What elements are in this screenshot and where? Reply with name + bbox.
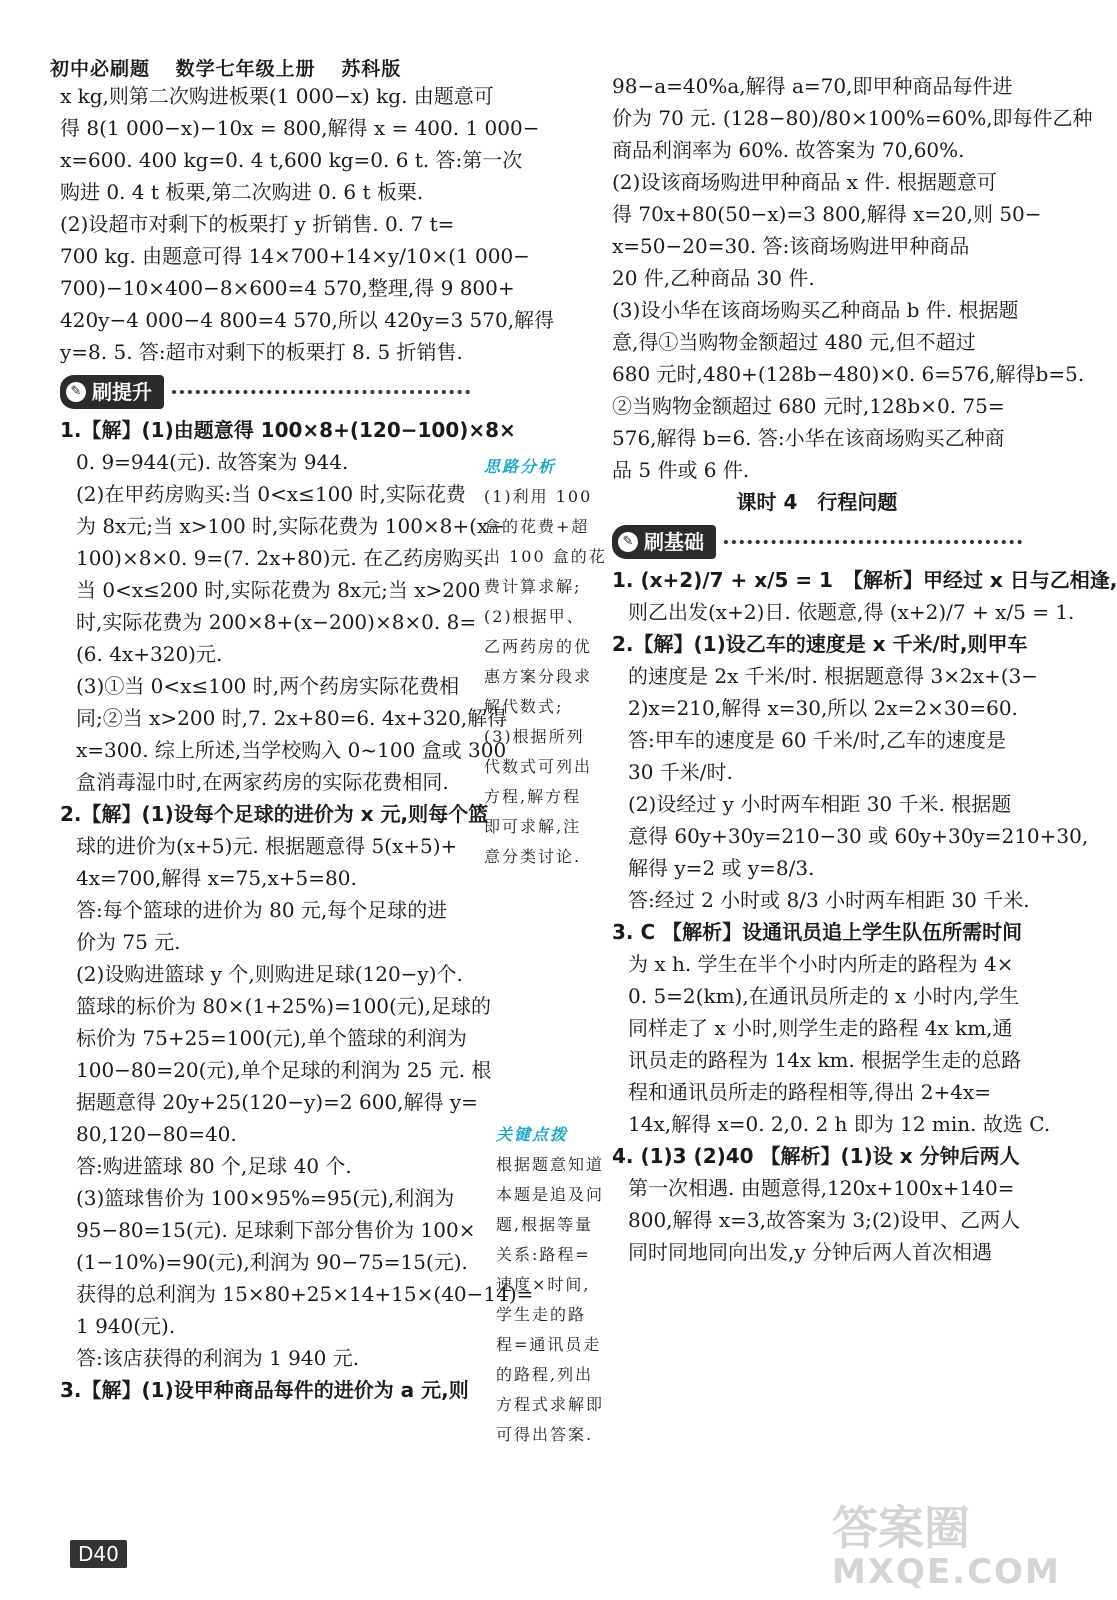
text-line: 答:该店获得的利润为 1 940 元.	[76, 1346, 360, 1370]
text-line: 3.【解】(1)设甲种商品每件的进价为 a 元,则	[60, 1378, 469, 1402]
practice-1	[612, 564, 1117, 628]
side-line: 方程式求解即	[496, 1395, 605, 1414]
side-line: 惠方案分段求	[484, 667, 593, 686]
text-line: 同;②当 x>200 时,7. 2x+80=6. 4x+320,解得	[76, 706, 508, 730]
side-note-tag: 思路分析	[484, 457, 557, 476]
side-line: (2)根据甲、	[484, 607, 585, 626]
section-badge	[60, 375, 164, 409]
side-line: 程=通讯员走	[496, 1335, 602, 1354]
text-line: 4x=700,解得 x=75,x+5=80.	[76, 866, 357, 890]
side-line: 代数式可列出	[484, 757, 593, 776]
text-line: (6. 4x+320)元.	[76, 642, 223, 666]
side-line: 解代数式;	[484, 697, 564, 716]
text-line: 篮球的标价为 80×(1+25%)=100(元),足球的	[76, 994, 491, 1018]
side-line: 即可求解,注	[484, 817, 582, 836]
book-icon: ✎	[66, 382, 86, 402]
side-note-key-point	[496, 1120, 604, 1450]
text-line: 4. (1)3 (2)40 【解析】(1)设 x 分钟后两人	[612, 1144, 1020, 1168]
text-line: 98−a=40%a,解得 a=70,即甲种商品每件进	[612, 74, 1013, 98]
dotted-divider	[172, 390, 470, 394]
watermark-text: 答案圈	[832, 1501, 970, 1555]
side-line: 学生走的路	[496, 1305, 587, 1324]
text-line: 讯员走的路程为 14x km. 根据学生走的总路	[628, 1048, 1022, 1072]
text-line: 解得 y=2 或 y=8/3.	[628, 856, 815, 880]
text-line: 20 件,乙种商品 30 件.	[612, 266, 815, 290]
side-note-tag: 关键点拨	[496, 1125, 569, 1144]
text-line: 100)×8×0. 9=(7. 2x+80)元. 在乙药房购买:	[76, 546, 490, 570]
lesson-title: 课时 4 行程问题	[736, 490, 898, 514]
section-badge	[612, 525, 716, 559]
text-line: 答:购进篮球 80 个,足球 40 个.	[76, 1154, 352, 1178]
side-line: 题,根据等量	[496, 1215, 594, 1234]
text-line: (2)设购进篮球 y 个,则购进足球(120−y)个.	[76, 962, 463, 986]
continued-solution	[60, 80, 555, 368]
text-line: (2)设该商场购进甲种商品 x 件. 根据题意可	[612, 170, 998, 194]
text-line: 95−80=15(元). 足球剩下部分售价为 100×	[76, 1218, 476, 1242]
text-line: x=300. 综上所述,当学校购入 0~100 盒或 300	[76, 738, 507, 762]
text-line: 价为 75 元.	[76, 930, 181, 954]
text-line: 意得 60y+30y=210−30 或 60y+30y=210+30,	[628, 824, 1089, 848]
text-line: ②当购物金额超过 680 元时,128b×0. 75=	[612, 394, 1005, 418]
text-line: y=8. 5. 答:超市对剩下的板栗打 8. 5 折销售.	[60, 340, 463, 364]
text-line: 得 70x+80(50−x)=3 800,解得 x=20,则 50−	[612, 202, 1042, 226]
section-heading-advanced	[60, 372, 470, 412]
text-line: 576,解得 b=6. 答:小华在该商场购买乙种商	[612, 426, 1005, 450]
text-line: 14x,解得 x=0. 2,0. 2 h 即为 12 min. 故选 C.	[628, 1112, 1051, 1136]
watermark-logo	[832, 1501, 1061, 1594]
side-line: 意分类讨论.	[484, 847, 582, 866]
text-line: 1.【解】(1)由题意得 100×8+(120−100)×8×	[60, 418, 516, 442]
text-line: x kg,则第二次购进板栗(1 000−x) kg. 由题意可	[60, 84, 494, 108]
text-line: 答:每个篮球的进价为 80 元,每个足球的进	[76, 898, 448, 922]
text-line: (1−10%)=90(元),利润为 90−75=15(元).	[76, 1250, 468, 1274]
text-line: (2)设超市对剩下的板栗打 y 折销售. 0. 7 t=	[60, 212, 455, 236]
text-line: 680 元时,480+(128b−480)×0. 6=576,解得b=5.	[612, 362, 1085, 386]
text-line: 得 8(1 000−x)−10x = 800,解得 x = 400. 1 000−	[60, 116, 540, 140]
text-line: (3)①当 0<x≤100 时,两个药房实际花费相	[76, 674, 460, 698]
text-line: 程和通讯员所走的路程相等,得出 2+4x=	[628, 1080, 991, 1104]
text-line: 第一次相遇. 由题意得,120x+100x+140=	[628, 1176, 1015, 1200]
text-line: 2.【解】(1)设乙车的速度是 x 千米/时,则甲车	[612, 632, 1028, 656]
side-line: 可得出答案.	[496, 1425, 594, 1444]
text-line: 则乙出发(x+2)日. 依题意,得 (x+2)/7 + x/5 = 1.	[628, 600, 1075, 624]
text-line: 品 5 件或 6 件.	[612, 458, 750, 482]
practice-3	[612, 916, 1051, 1140]
side-line: 盒的花费+超	[484, 517, 590, 536]
subject-title: 数学七年级上册	[175, 58, 316, 80]
page-header	[50, 54, 419, 81]
section-label: 刷提升	[92, 380, 152, 404]
dotted-divider	[724, 540, 1022, 544]
text-line: 0. 9=944(元). 故答案为 944.	[76, 450, 349, 474]
side-line: 根据题意知道	[496, 1155, 605, 1174]
side-line: 费计算求解;	[484, 577, 582, 596]
text-line: 意,得①当购物金额超过 480 元,但不超过	[612, 330, 976, 354]
book-icon: ✎	[618, 532, 638, 552]
text-line: 价为 70 元. (128−80)/80×100%=60%,即每件乙种	[612, 106, 1093, 130]
text-line: (2)设经过 y 小时两车相距 30 千米. 根据题	[628, 792, 1012, 816]
text-line: 答:经过 2 小时或 8/3 小时两车相距 30 千米.	[628, 888, 1030, 912]
text-line: 80,120−80=40.	[76, 1122, 237, 1146]
text-line: 0. 5=2(km),在通讯员所走的 x 小时内,学生	[628, 984, 1020, 1008]
practice-2	[612, 628, 1089, 916]
text-line: 800,解得 x=3,故答案为 3;(2)设甲、乙两人	[628, 1208, 1021, 1232]
side-line: 速度×时间,	[496, 1275, 591, 1294]
side-line: 本题是追及问	[496, 1185, 605, 1204]
text-line: 100−80=20(元),单个足球的利润为 25 元. 根	[76, 1058, 492, 1082]
text-line: 商品利润率为 60%. 故答案为 70,60%.	[612, 138, 965, 162]
side-line: 的路程,列出	[496, 1365, 594, 1384]
text-line: 盒消毒湿巾时,在两家药房的实际花费相同.	[76, 770, 449, 794]
text-line: 3. C 【解析】设通讯员追上学生队伍所需时间	[612, 920, 1023, 944]
text-line: 时,实际花费为 200×8+(x−200)×8×0. 8=	[76, 610, 477, 634]
side-line: 出 100 盒的花	[484, 547, 607, 566]
text-line: 购进 0. 4 t 板栗,第二次购进 0. 6 t 板栗.	[60, 180, 424, 204]
book-title: 初中必刷题	[50, 58, 151, 80]
text-line: 球的进价为(x+5)元. 根据题意得 5(x+5)+	[76, 834, 458, 858]
text-line: x=50−20=30. 答:该商场购进甲种商品	[612, 234, 970, 258]
side-line: (3)根据所列	[484, 727, 585, 746]
text-line: 同时同地同向出发,y 分钟后两人首次相遇	[628, 1240, 993, 1264]
text-line: 420y−4 000−4 800=4 570,所以 420y=3 570,解得	[60, 308, 555, 332]
edition-label: 苏科版	[341, 58, 402, 80]
text-line: 700)−10×400−8×600=4 570,整理,得 9 800+	[60, 276, 515, 300]
text-line: 据题意得 20y+25(120−y)=2 600,解得 y=	[76, 1090, 478, 1114]
text-line: 获得的总利润为 15×80+25×14+15×(40−14)=	[76, 1282, 534, 1306]
text-line: 1. (x+2)/7 + x/5 = 1 【解析】甲经过 x 日与乙相逢,	[612, 568, 1117, 592]
text-line: 的速度是 2x 千米/时. 根据题意得 3×2x+(3−	[628, 664, 1039, 688]
text-line: 答:甲车的速度是 60 千米/时,乙车的速度是	[628, 728, 1006, 752]
side-line: 方程,解方程	[484, 787, 582, 806]
watermark-url: MXQE.COM	[832, 1552, 1061, 1592]
text-line: 700 kg. 由题意可得 14×700+14×y/10×(1 000−	[60, 244, 530, 268]
text-line: (3)设小华在该商场购买乙种商品 b 件. 根据题	[612, 298, 1019, 322]
question-1	[60, 414, 516, 798]
text-line: (2)在甲药房购买:当 0<x≤100 时,实际花费	[76, 482, 466, 506]
section-heading-basic	[612, 522, 1022, 562]
text-line: 1 940(元).	[76, 1314, 176, 1338]
side-line: (1)利用 100	[484, 487, 593, 506]
question-3-continued	[612, 70, 1093, 486]
right-column	[612, 70, 1117, 1268]
page-number: D40	[70, 1540, 127, 1568]
side-note-analysis	[484, 452, 607, 872]
text-line: 30 千米/时.	[628, 760, 733, 784]
text-line: 为 8x元;当 x>100 时,实际花费为 100×8+(x−	[76, 514, 505, 538]
side-line: 关系:路程=	[496, 1245, 591, 1264]
text-line: 同样走了 x 小时,则学生走的路程 4x km,通	[628, 1016, 1013, 1040]
text-line: x=600. 400 kg=0. 4 t,600 kg=0. 6 t. 答:第一次	[60, 148, 523, 172]
text-line: 2)x=210,解得 x=30,所以 2x=2×30=60.	[628, 696, 1018, 720]
practice-4	[612, 1140, 1022, 1268]
text-line: 标价为 75+25=100(元),单个篮球的利润为	[76, 1026, 467, 1050]
side-line: 乙两药房的优	[484, 637, 593, 656]
text-line: (3)篮球售价为 100×95%=95(元),利润为	[76, 1186, 455, 1210]
section-label: 刷基础	[644, 530, 704, 554]
text-line: 2.【解】(1)设每个足球的进价为 x 元,则每个篮	[60, 802, 489, 826]
text-line: 当 0<x≤200 时,实际花费为 8x元;当 x>200	[76, 578, 481, 602]
text-line: 为 x h. 学生在半个小时内所走的路程为 4×	[628, 952, 1014, 976]
